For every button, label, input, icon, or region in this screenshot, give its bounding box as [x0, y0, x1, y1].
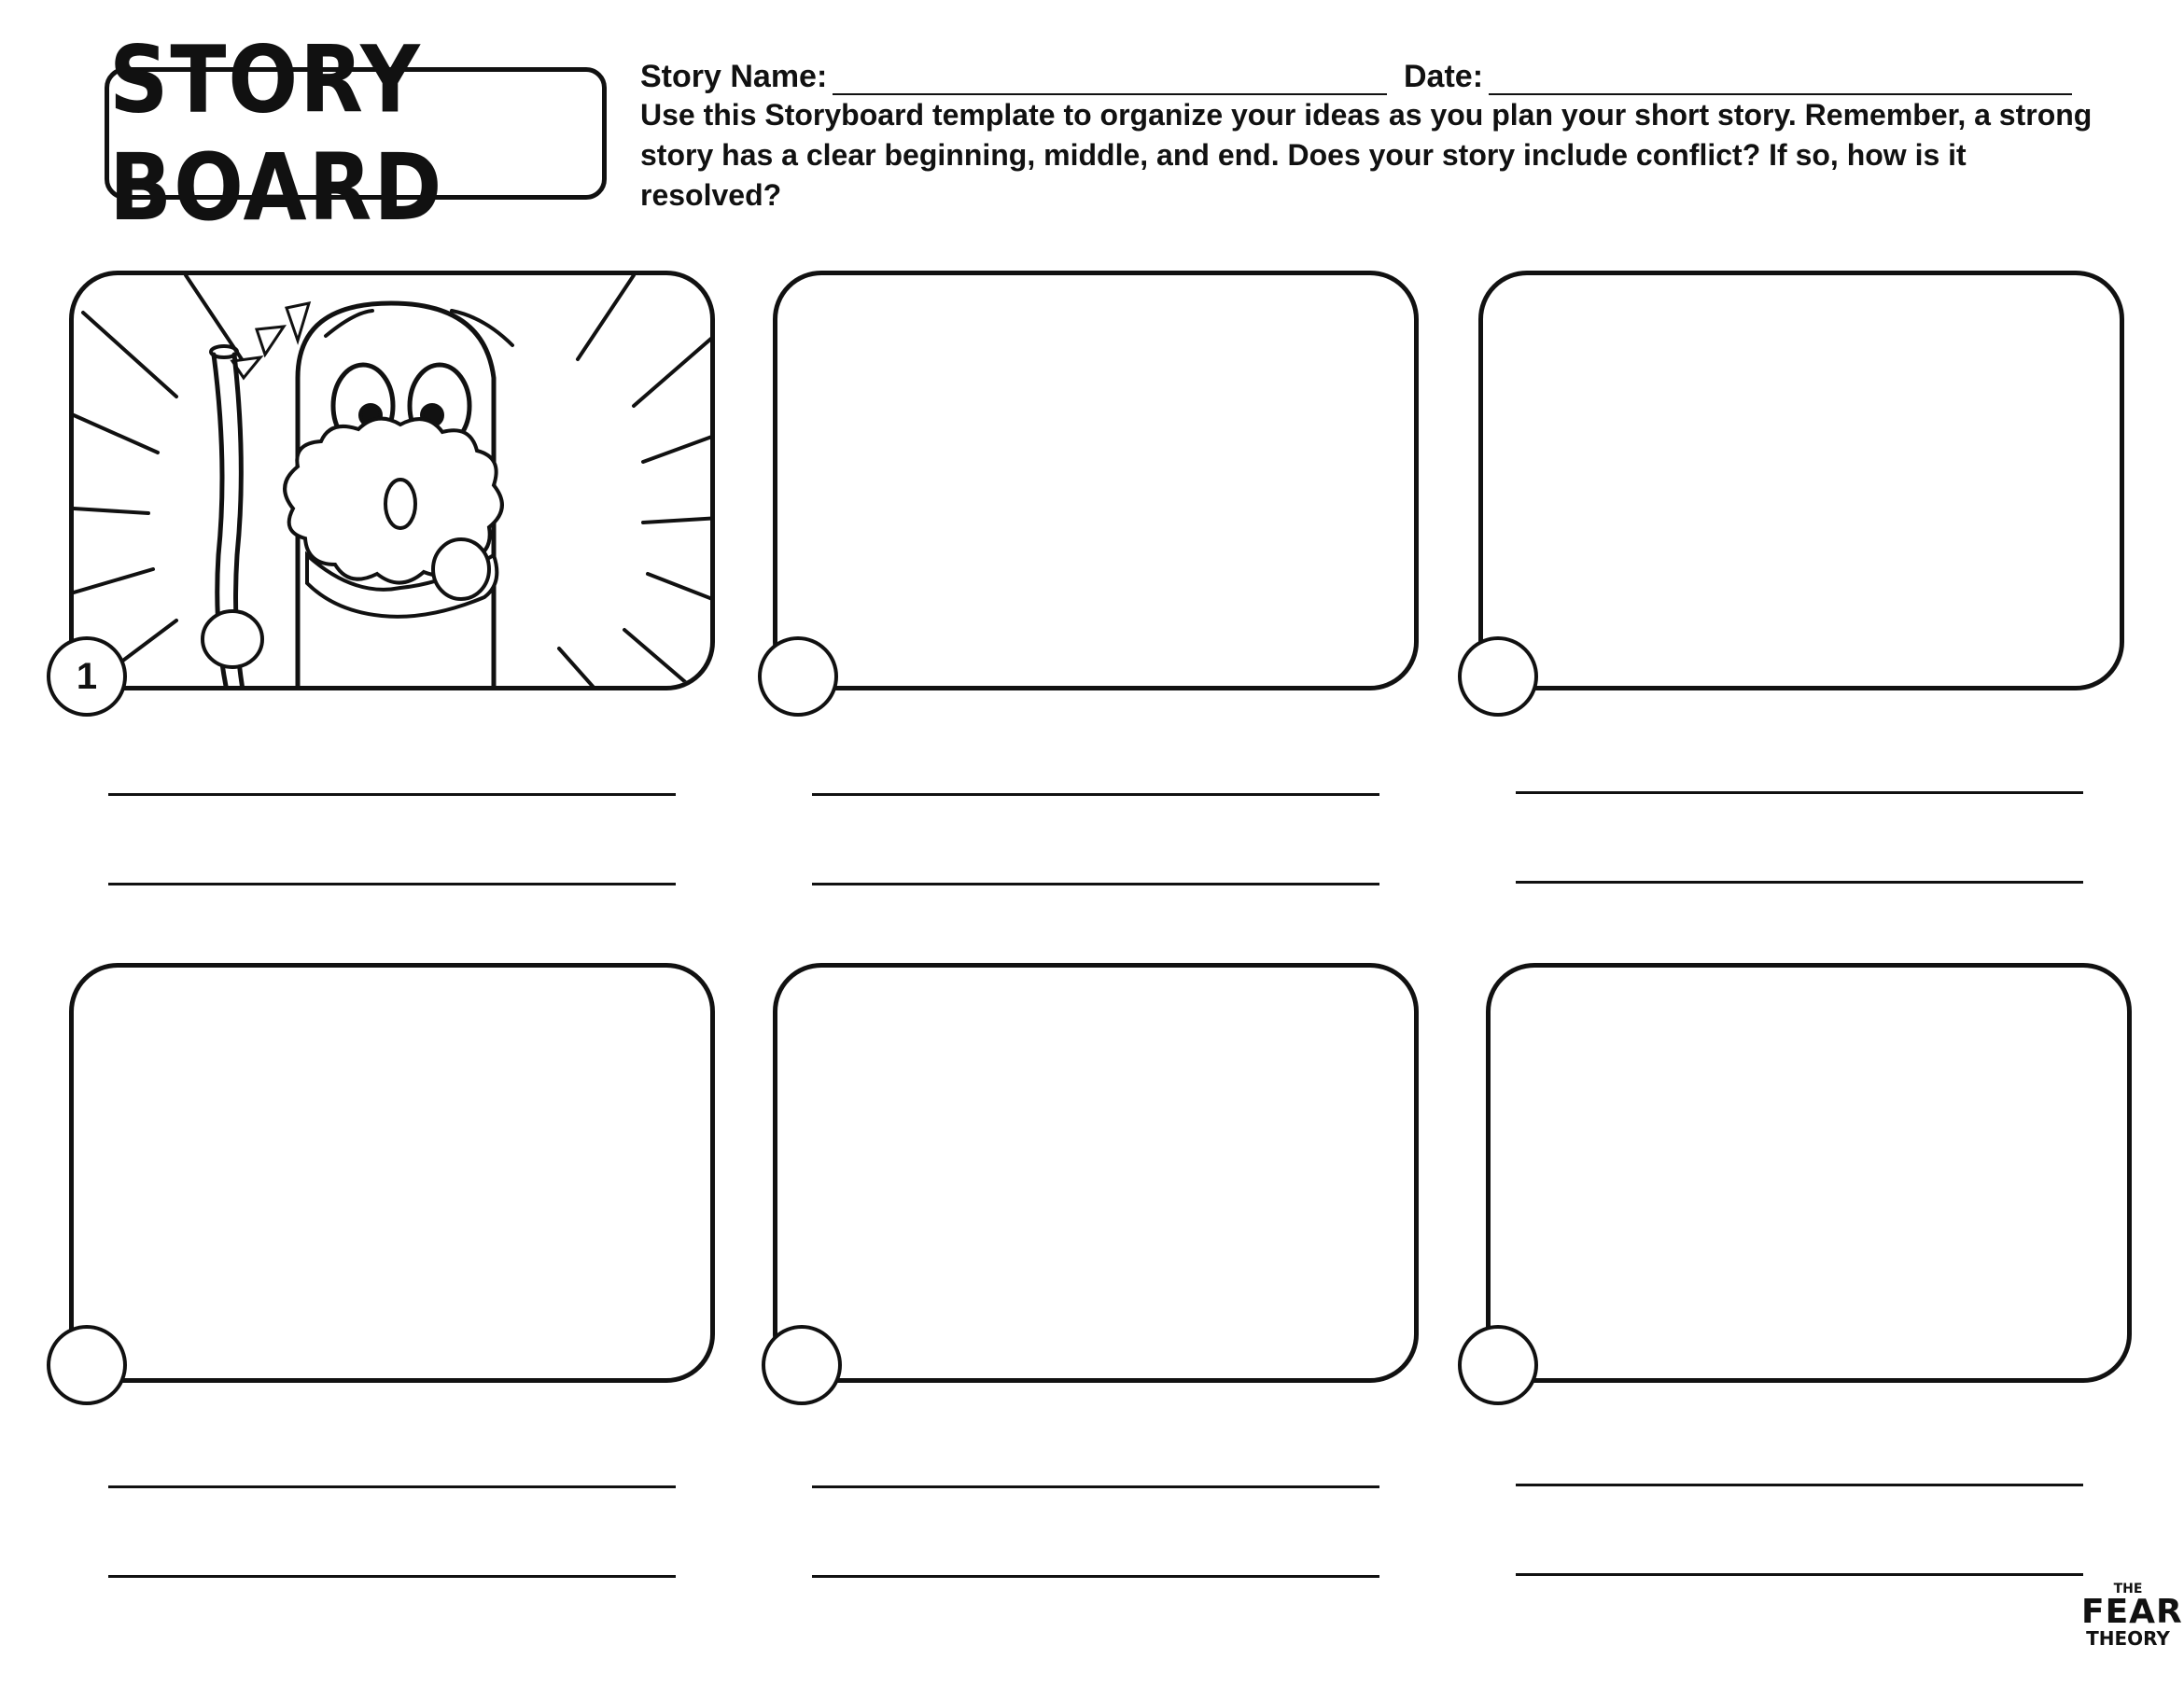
caption-line-2a[interactable] — [812, 793, 1379, 796]
page-title: STORY BOARD — [109, 25, 444, 242]
storyboard-panel-6[interactable] — [1486, 963, 2132, 1383]
panel-number-badge-6 — [1458, 1325, 1538, 1405]
caption-line-6b[interactable] — [1516, 1573, 2083, 1576]
caption-line-6a[interactable] — [1516, 1484, 2083, 1486]
date-field — [1404, 49, 2072, 95]
caption-line-5a[interactable] — [812, 1485, 1379, 1488]
storyboard-panel-3[interactable] — [1478, 271, 2124, 690]
caption-line-3a[interactable] — [1516, 791, 2083, 794]
caption-line-3b[interactable] — [1516, 881, 2083, 884]
caption-line-4b[interactable] — [108, 1575, 676, 1578]
storyboard-panel-5[interactable] — [773, 963, 1419, 1383]
panel-number-badge-1: 1 — [47, 636, 127, 717]
date-line[interactable] — [1489, 60, 2072, 95]
date-label: Date: — [1404, 59, 1484, 94]
panel-number-badge-2 — [758, 636, 838, 717]
caption-line-1b[interactable] — [108, 883, 676, 885]
storyboard-panel-4[interactable] — [69, 963, 715, 1383]
instructions-text: Use this Storyboard template to organize your ideas as you plan your short story. Remember, a strong story has a clear beginning, middle, and end. Does your story include conflict? If so, how is it resolved? — [640, 98, 2093, 212]
storyboard-panel-1[interactable] — [69, 271, 715, 690]
story-name-label: Story Name: — [640, 59, 828, 94]
panel-number-badge-5 — [762, 1325, 842, 1405]
brand-logo — [2081, 1582, 2183, 1650]
logo-line-fear: FEAR — [2081, 1593, 2183, 1631]
panel-number-badge-4 — [47, 1325, 127, 1405]
caption-line-4a[interactable] — [108, 1485, 676, 1488]
story-name-field — [640, 49, 1387, 95]
character-illustration — [74, 275, 715, 690]
caption-line-2b[interactable] — [812, 883, 1379, 885]
story-name-line[interactable] — [833, 60, 1387, 95]
logo-line-the: THE — [2113, 1582, 2143, 1596]
title-box — [105, 25, 607, 242]
storyboard-panel-2[interactable] — [773, 271, 1419, 690]
panel-number-badge-3 — [1458, 636, 1538, 717]
logo-line-theory: THEORY — [2086, 1627, 2170, 1650]
caption-line-5b[interactable] — [812, 1575, 1379, 1578]
caption-line-1a[interactable] — [108, 793, 676, 796]
